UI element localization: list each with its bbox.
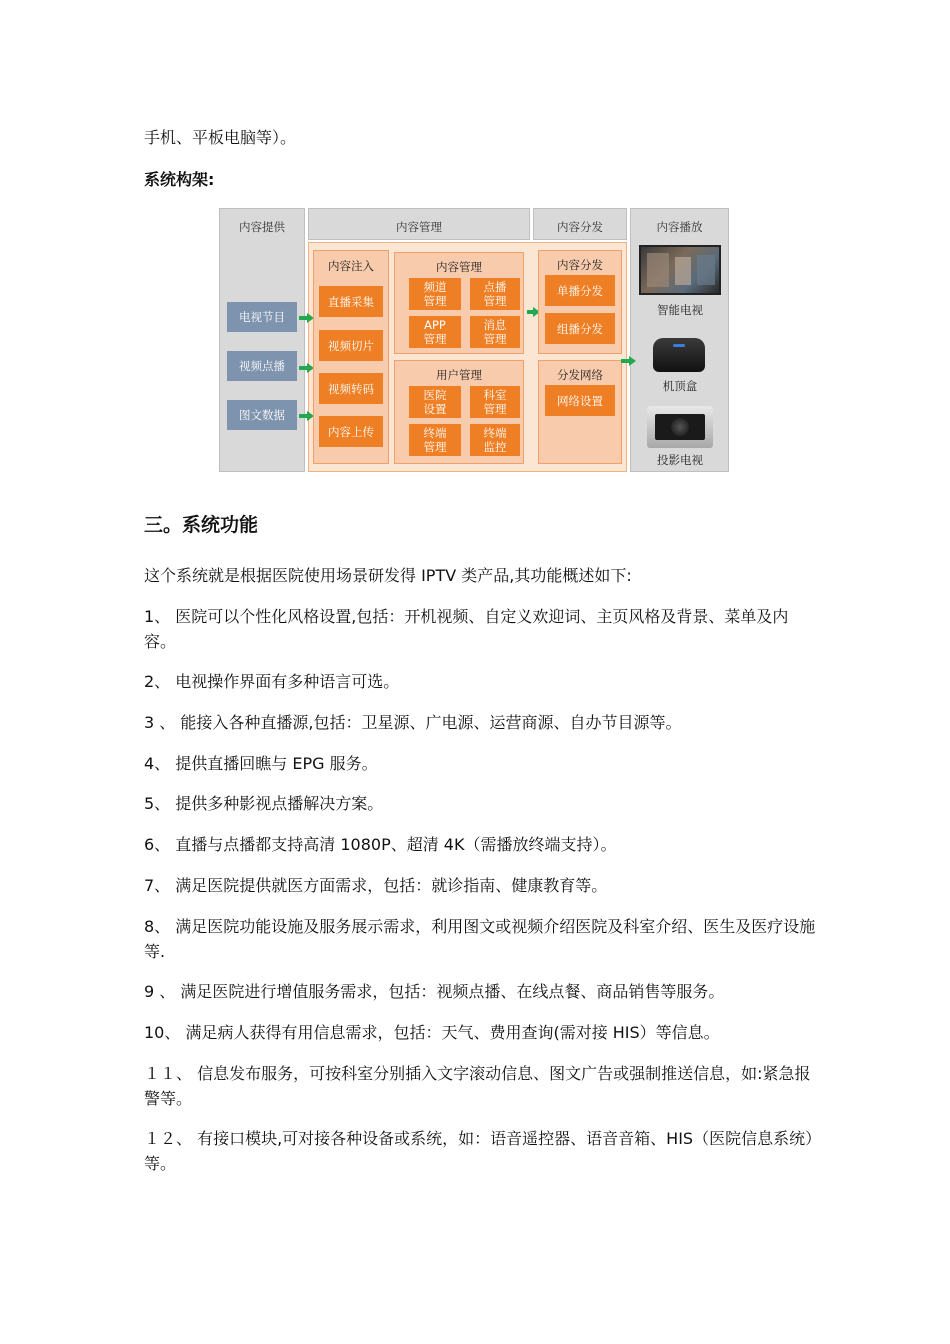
app-mgmt: APP 管理 [409, 316, 461, 348]
network-title: 分发网络 [557, 368, 603, 382]
provider-column [219, 208, 305, 472]
vod-mgmt: 点播 管理 [470, 278, 520, 310]
network-settings: 网络设置 [545, 385, 615, 416]
channel-mgmt: 频道 管理 [409, 278, 461, 310]
list-item: １１、 信息发布服务，可按科室分别插入文字滚动信息、图文广告或强制推送信息，如:紧急报警等。 [144, 1064, 811, 1108]
playback-header: 内容播放 [656, 220, 703, 234]
terminal-monitor: 终端 监控 [470, 424, 520, 456]
hospital-settings: 医院 设置 [409, 386, 461, 418]
set-top-box-icon [653, 338, 705, 372]
intro-line: 手机、平板电脑等）。 [144, 128, 297, 147]
terminal-mgmt: 终端 管理 [409, 424, 461, 456]
multicast-distribution: 组播分发 [545, 313, 615, 344]
injection-video-slicing: 视频切片 [319, 330, 383, 361]
source-tv-programs: 电视节目 [227, 302, 297, 332]
section-title: 三。系统功能 [144, 514, 259, 536]
message-mgmt: 消息 管理 [470, 316, 520, 348]
distribution-header: 内容分发 [557, 220, 603, 234]
smart-tv-icon [639, 245, 721, 295]
list-item: 3 、 能接入各种直播源,包括：卫星源、广电源、运营商源、自办节目源等。 [144, 713, 682, 732]
injection-title: 内容注入 [328, 259, 374, 273]
user-mgmt-title: 用户管理 [436, 368, 482, 382]
list-item: 10、 满足病人获得有用信息需求，包括：天气、费用查询(需对接 HIS）等信息。 [144, 1023, 720, 1042]
unicast-distribution: 单播分发 [545, 275, 615, 306]
set-top-box-label: 机顶盒 [662, 379, 698, 393]
source-video-on-demand: 视频点播 [227, 351, 297, 381]
source-image-text-data: 图文数据 [227, 400, 297, 430]
list-item: 4、 提供直播回瞧与 EPG 服务。 [144, 754, 378, 773]
list-item: 5、 提供多种影视点播解决方案。 [144, 794, 384, 813]
summary-text: 这个系统就是根据医院使用场景研发得 IPTV 类产品,其功能概述如下: [144, 566, 632, 585]
list-item: 2、 电视操作界面有多种语言可选。 [144, 672, 400, 691]
management-header: 内容管理 [396, 220, 442, 234]
injection-video-transcode: 视频转码 [319, 373, 383, 404]
list-item: 8、 满足医院功能设施及服务展示需求，利用图文或视频介绍医院及科室介绍、医生及医疗设施等. [144, 917, 816, 961]
list-item: 7、 满足医院提供就医方面需求，包括：就诊指南、健康教育等。 [144, 876, 608, 895]
list-item: 6、 直播与点播都支持高清 1080P、超清 4K（需播放终端支持）。 [144, 835, 617, 854]
distribution-title: 内容分发 [557, 258, 603, 272]
architecture-diagram [219, 208, 729, 472]
injection-live-capture: 直播采集 [319, 286, 383, 317]
projector-tv-label: 投影电视 [657, 453, 703, 467]
content-mgmt-title: 内容管理 [436, 260, 482, 274]
list-item: 9 、 满足医院进行增值服务需求，包括：视频点播、在线点餐、商品销售等服务。 [144, 982, 725, 1001]
provider-header: 内容提供 [239, 220, 285, 234]
list-item: １２、 有接口模块,可对接各种设备或系统，如：语音遥控器、语音音箱、HIS（医院信息系统）等。 [144, 1129, 814, 1173]
architecture-label: 系统构架: [144, 170, 215, 189]
injection-content-upload: 内容上传 [319, 416, 383, 447]
list-item: 1、 医院可以个性化风格设置,包括：开机视频、自定义欢迎词、主页风格及背景、菜单及内容。 [144, 607, 789, 651]
projector-icon [647, 406, 713, 448]
department-mgmt: 科室 管理 [470, 386, 520, 418]
smart-tv-label: 智能电视 [657, 303, 703, 317]
